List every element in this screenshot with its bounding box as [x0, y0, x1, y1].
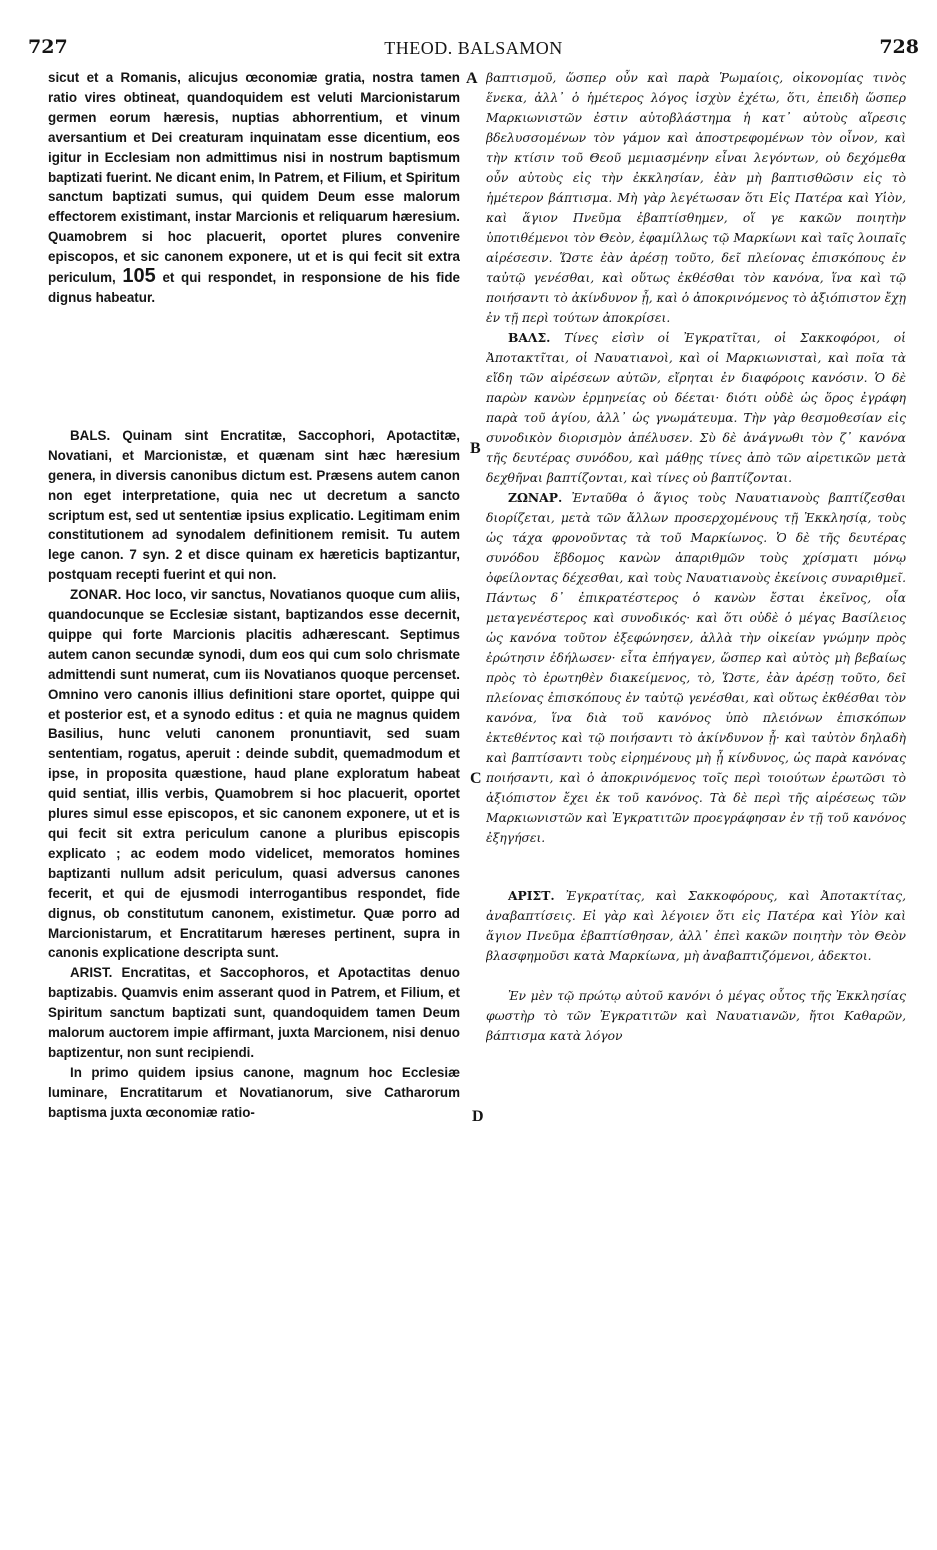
latin-intro-text: sicut et a Romanis, alicujus œconomiæ gratia, nostra tamen ratio vires obtineat, quandoquidem est veluti Marcionistarum germen eorum hæresis, nuptias abhorrentium, et vinum aversantium et Dei creaturam inquinatam esse dicentium, eos igitur in Ecclesiam non admittimus nisi in nostrum baptismum baptizati fuerint. Ne dicant enim, In Patrem, et Filium, et Spiritum sanctum baptizati sumus, qui quidem Deum esse malorum effectorem existimant, instar Marcionis et reliquarum hæresium. Quamobrem si hoc placuerit, oportet plures convenire episcopos, et sic canonem exponere, ut et is qui fecit sit extra periculum,	[48, 70, 460, 286]
greek-closing-paragraph: Ἐν μὲν τῷ πρώτῳ αὐτοῦ κανόνι ὁ μέγας οὗτος τῆς Ἐκκλησίας φωστὴρ τὸ τῶν Ἐγκρατιτῶν καὶ Ναυατιανῶν, ἤτοι Καθαρῶν, βάπτισμα κατὰ λόγον	[486, 989, 906, 1043]
margin-letter-d: D	[472, 1108, 484, 1125]
latin-zonar-speaker: ZONAR.	[70, 587, 122, 603]
greek-bals-text: Τίνες εἰσὶν οἱ Ἐγκρατῖται, οἱ Σακκοφόροι, οἱ Ἀποτακτῖται, οἱ Ναυατιανοὶ, καὶ οἱ Μαρκιωνισταὶ, καὶ ποῖα τὰ εἴδη τῶν αἱρέσεων αὐτῶν, εἴρηται ἐν διαφόροις κανόσιν. Ὁ δὲ παρὼν κανὼν ἑρμηνείας οὐ δέεται· διότι οὐδὲ ὡς ὅρος ἐγράφη παρὰ τοῦ ἁγίου, ἀλλ᾽ ὡς γνωμάτευμα. Τὴν γὰρ θεσμοθεσίαν εἰς συνοδικὸν διορισμὸν ἀπέλυσεν. Σὺ δὲ ἀνάγνωθι τὸν ζ᾽ κανόνα τῆς δευτέρας συνόδου, καὶ μάθῃς τίνες ἀπὸ τῶν αἱρετικῶν μετὰ δεχθῆναι βαπτίζονται, καὶ τίνες οὐ βαπτίζονται.	[486, 331, 906, 485]
latin-zonar-paragraph	[48, 585, 460, 963]
latin-arist-paragraph	[48, 963, 460, 1063]
greek-bals-paragraph	[486, 328, 906, 488]
page-marker-105: 105	[122, 265, 156, 288]
greek-column	[486, 68, 906, 1522]
latin-zonar-text: Hoc loco, vir sanctus, Novatianos quoque cum aliis, quandocunque se Ecclesiæ sistant, baptizandos esse decernit, quippe qui forte Marcionis placitis adhærescant. Septimus autem canon secundæ synodi, dum eos qui cum solo chrismate admittendi sunt numerat, cum iis Novatianos quoque percenset. Omnino vero canonis illius definitioni stare oportet, quippe qui et posterior est, et a synodo editus : et quia ne magnus quidem Basilius, hunc veluti canonem pronuntiavit, sed suam sententiam, rogatus, aperuit : deinde subdit, quemadmodum et ipse, in proposita quæstione, haud plane exploratum habeat quid sentiat, illis verbis, Quamobrem si hoc placuerit, oportet plures simul esse episcopos, et sic canonem exponere, ut et is qui fecit sit extra periculum canone a pluribus episcopis explicato ; ac eodem modo videlicet, memoratos homines baptizanti nullum adsit periculum, quasi adversus canones fecerit, et qui de ejusmodi interrogantibus respondet, fide dignus, ob constitutum canonem, existimetur. Quæ porro ad Marcionistarum, et Encratitarum hæreses pertinent, supra in canonis explicatione descripta sunt.	[48, 587, 460, 961]
running-title: THEOD. BALSAMON	[384, 38, 563, 58]
right-page-number: 728	[879, 36, 919, 58]
greek-bals-speaker: ΒΑΛΣ.	[508, 330, 551, 345]
latin-closing-text: In primo quidem ipsius canone, magnum hoc Ecclesiæ luminare, Encratitarum et Novatianorum, sive Catharorum baptisma juxta œconomiæ ratio-	[48, 1064, 460, 1120]
margin-letter-c: C	[470, 770, 482, 787]
left-page-number: 727	[28, 36, 68, 58]
greek-arist-speaker: ΑΡΙΣΤ.	[508, 888, 555, 903]
latin-closing-paragraph	[48, 1063, 460, 1123]
latin-bals-speaker: BALS.	[70, 427, 111, 443]
greek-intro: βαπτισμοῦ, ὥσπερ οὖν καὶ παρὰ Ῥωμαίοις, οἰκονομίας τινὸς ἕνεκα, ἀλλ᾽ ὁ ἡμέτερος λόγος ἰσχὺν ἐχέτω, ὅτι, ἐπειδὴ ὥσπερ Μαρκιωνιστῶν ἐστιν αὐτοβλάστημα ἡ κατ᾽ αὐτοὺς αἵρεσις βδελυσσομένων τὸν γάμον καὶ ἀποστρεφομένων τὸν οἶνον, καὶ τὴν κτίσιν τοῦ Θεοῦ μεμιασμένην εἶναι λεγόντων, οὐ δεχόμεθα οὖν αὐτοὺς εἰς τὴν ἐκκλησίαν, ἐὰν μὴ βαπτισθῶσιν εἰς τὸ ἡμέτερον βάπτισμα. Μὴ γὰρ λεγέτωσαν ὅτι Εἰς Πατέρα καὶ Υἱὸν, καὶ ἅγιον Πνεῦμα ἐβαπτίσθημεν, οἵ γε κακῶν ποιητὴν ὑποτιθέμενοι τὸν Θεὸν, ἐφαμίλλως τῷ Μαρκίωνι καὶ ταῖς λοιπαῖς αἱρέσεσιν. Ὥστε ἐὰν ἀρέσῃ τοῦτο, δεῖ πλείονας ἐπισκόπους ἐν ταὐτῷ γενέσθαι, καὶ οὕτως ἐκθέσθαι τὸν κανόνα, ἵνα καὶ τῷ ποιήσαντι τὸ ἀκίνδυνον ᾖ, καὶ ὁ ἀποκρινόμενος τὸ ἀξιόπιστον ἔχῃ ἐν τῇ περὶ τούτων ἀποκρίσει.	[486, 71, 906, 325]
greek-zonar-paragraph	[486, 488, 906, 848]
greek-arist-paragraph	[486, 886, 906, 966]
latin-intro	[48, 68, 460, 308]
margin-letter-b: B	[470, 440, 481, 457]
greek-arist-text: Ἐγκρατίτας, καὶ Σακκοφόρους, καὶ Ἀποτακτίτας, ἀναβαπτίσεις. Εἰ γὰρ καὶ λέγοιεν ὅτι εἰς Πατέρα καὶ Υἱὸν καὶ ἅγιον Πνεῦμα ἐβαπτίσθησαν, ἀλλ᾽ ἐπεὶ κακῶν ποιητὴν τὸν Θεὸν βλασφημοῦσι κατὰ Μαρκίωνα, μὴ ἀναβαπτιζόμενοι, ἀδεκτοι.	[486, 889, 906, 963]
greek-zonar-text: Ἐνταῦθα ὁ ἅγιος τοὺς Ναυατιανοὺς βαπτίζεσθαι διορίζεται, μετὰ τῶν ἄλλων προσερχομένους τῇ Ἐκκλησίᾳ, τοὺς ὡς τάχα φρονοῦντας τὰ τοῦ Μαρκίωνος. Ὁ δὲ τῆς δευτέρας συνόδου ἕβδομος κανὼν ἀπαριθμῶν τοὺς χρίσματι μόνῳ ὀφείλοντας δέχεσθαι, καὶ τοὺς Ναυατιανοὺς ἐκείνοις συναριθμεῖ. Πάντως δ᾽ ἐπικρατέστερος ὁ κανὼν ἔσται ἐκεῖνος, οἷα μεταγενέστερος καὶ συνοδικός· καὶ ὅτι οὐδὲ ὁ μέγας Βασίλειος ὡς κανόνα τοῦτον ἐξεφώνησεν, ἀλλὰ τὴν οἰκείαν γνώμην πρὸς ἐρώτησιν ἐδήλωσεν· εἶτα ἐπήγαγεν, ὥσπερ καὶ αὐτὸς μὴ βεβαίως πρὸς τὸ ἐρωτηθὲν διακείμενος, τὸ, Ὥστε, ἐὰν ἀρέσῃ τοῦτο, δεῖ πλείονας ἐπισκόπους ἐν ταὐτῷ γενέσθαι, καὶ οὕτως ἐκθέσθαι τὸν κανόνα, ἵνα διὰ τοῦ κανόνος ὑπὸ πλειόνων ἐπισκόπων ἐκτεθέντος καὶ τῷ ποιήσαντι τὸ ἀκίνδυνον ᾖ· καὶ ταὐτὸν δηλαδὴ καὶ βαπτίσαντι τοὺς εἰρημένους μὴ ᾖ κίνδυνος, ὡς παρὰ κανόνας ποιήσαντι, καὶ ὁ ἀποκρινόμενος τοῖς περὶ τοιούτων ἐρωτῶσι τὸ ἀξιόπιστον ἔχει ἐκ τοῦ κανόνος. Τὰ δὲ περὶ τῆς αἱρέσεως τῶν Μαρκιωνιστῶν καὶ Ἐγκρατιτῶν προεγράφησαν ἐν τῇ τοῦ κανόνος ἐξηγήσει.	[486, 491, 906, 845]
page-header	[28, 36, 919, 62]
latin-intro-end: et qui respondet, in responsione de his fide dignus habeatur.	[48, 270, 460, 305]
latin-column	[48, 68, 460, 1522]
latin-arist-text: Encratitas, et Saccophoros, et Apotactitas denuo baptizabis. Quamvis enim asserant quod in Patrem, et Filium, et Spiritum sanctum baptizati sunt, quandoquidem tamen Deum malorum auctorem impie affirmant, juxta Marcionem, nisi denuo baptizentur, non sunt recipiendi.	[48, 965, 460, 1060]
latin-arist-speaker: ARIST.	[70, 965, 113, 981]
latin-bals-text: Quinam sint Encratitæ, Saccophori, Apotactitæ, Novatiani, et Marcionistæ, et quænam sint hæc hæresium genera, in diversis canonibus dictum est. Præsens autem canon non eget interpretatione, quia nec ut decretum a sancto scriptum est, sed ut sententiæ ipsius explicatio. Legitimam enim constitutionem ad synodalem definitionem remisit. Tu autem lege canon. 7 syn. 2 et disce quinam ex hæreticis baptizantur, postquam recepti fuerint et qui non.	[48, 427, 460, 583]
greek-zonar-speaker: ΖΩΝΑΡ.	[508, 490, 563, 505]
margin-letter-a: A	[466, 70, 478, 87]
latin-bals-paragraph	[48, 426, 460, 585]
